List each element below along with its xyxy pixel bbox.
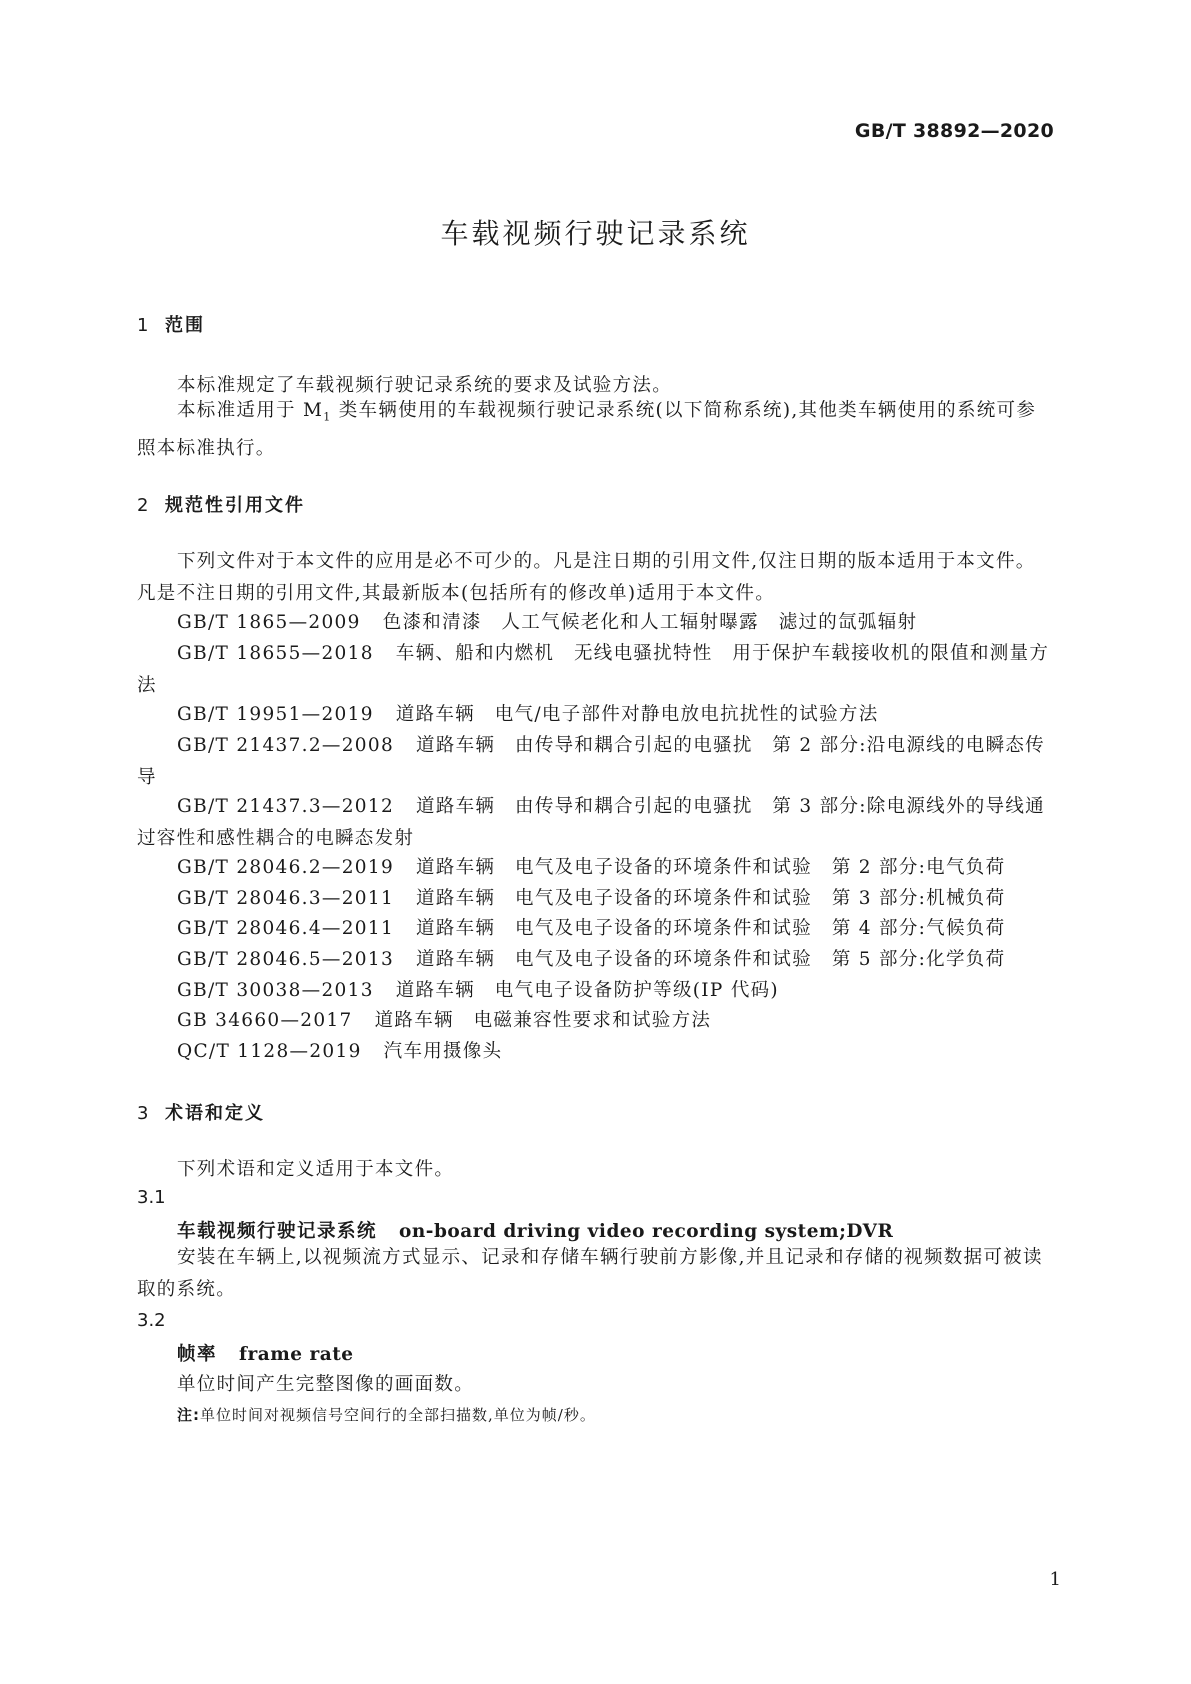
reference-title: 道路车辆 由传导和耦合引起的电骚扰 第 3 部分:除电源线外的导线通过容性和感性耦合的电瞬态发射 <box>137 796 1045 849</box>
term-english: on-board driving video recording system;DVR <box>399 1221 894 1242</box>
reference-item <box>137 1036 1053 1068</box>
reference-item <box>137 852 1053 884</box>
term-chinese: 帧率 <box>177 1344 218 1365</box>
term-definition: 单位时间产生完整图像的画面数。 <box>177 1374 475 1395</box>
reference-code: QC/T 1128—2019 <box>177 1041 362 1062</box>
note-label: 注: <box>177 1406 200 1424</box>
reference-code: GB/T 28046.5—2013 <box>177 949 395 970</box>
vehicle-class-subscript: 1 <box>323 410 332 424</box>
reference-title: 道路车辆 电气及电子设备的环境条件和试验 第 3 部分:机械负荷 <box>416 888 1006 909</box>
reference-item <box>137 944 1053 976</box>
term-definition: 安装在车辆上,以视频流方式显示、记录和存储车辆行驶前方影像,并且记录和存储的视频数据可被读取的系统。 <box>137 1247 1043 1300</box>
clause-number: 3.2 <box>137 1310 166 1331</box>
reference-item <box>137 913 1053 945</box>
reference-code: GB/T 28046.2—2019 <box>177 857 395 878</box>
reference-title: 道路车辆 电磁兼容性要求和试验方法 <box>374 1010 712 1031</box>
term-chinese: 车载视频行驶记录系统 <box>177 1221 378 1242</box>
references-intro: 下列文件对于本文件的应用是必不可少的。凡是注日期的引用文件,仅注日期的版本适用于本文件。凡是不注日期的引用文件,其最新版本(包括所有的修改单)适用于本文件。 <box>137 551 1036 604</box>
reference-code: GB/T 21437.2—2008 <box>177 735 395 756</box>
reference-item <box>137 699 1053 731</box>
reference-code: GB/T 28046.3—2011 <box>177 888 395 909</box>
page-number: 1 <box>1049 1569 1061 1590</box>
reference-code: GB/T 18655—2018 <box>177 643 374 664</box>
reference-code: GB/T 1865—2009 <box>177 612 361 633</box>
reference-title: 道路车辆 电气电子设备防护等级(IP 代码) <box>395 980 779 1001</box>
scope-text-after: 类车辆使用的车载视频行驶记录系统(以下简称系统),其他类车辆使用的系统可参照本标准执行。 <box>137 400 1037 460</box>
scope-text-before: 本标准适用于 M <box>177 400 324 421</box>
reference-code: GB/T 19951—2019 <box>177 704 374 725</box>
reference-title: 道路车辆 电气及电子设备的环境条件和试验 第 5 部分:化学负荷 <box>416 949 1006 970</box>
section-title: 范围 <box>165 315 205 336</box>
section-2-heading <box>137 491 305 517</box>
term-english: frame rate <box>239 1344 354 1365</box>
reference-title: 色漆和清漆 人工气候老化和人工辐射曝露 滤过的氙弧辐射 <box>382 612 918 633</box>
reference-item <box>137 730 1053 793</box>
reference-item <box>137 791 1053 854</box>
reference-code: GB/T 28046.4—2011 <box>177 918 395 939</box>
section-1-heading <box>137 311 205 337</box>
standard-number: GB/T 38892—2020 <box>854 120 1054 142</box>
terms-intro: 下列术语和定义适用于本文件。 <box>177 1159 455 1180</box>
reference-code: GB/T 21437.3—2012 <box>177 796 395 817</box>
section-title: 术语和定义 <box>165 1103 265 1124</box>
reference-item <box>137 883 1053 915</box>
reference-title: 道路车辆 电气及电子设备的环境条件和试验 第 2 部分:电气负荷 <box>416 857 1006 878</box>
reference-item <box>137 975 1053 1007</box>
section-3-heading <box>137 1099 265 1125</box>
document-title: 车载视频行驶记录系统 <box>440 217 751 250</box>
term-entry <box>177 1217 893 1243</box>
reference-item <box>137 1005 1053 1037</box>
section-title: 规范性引用文件 <box>165 495 305 516</box>
section-number: 2 <box>137 495 149 516</box>
reference-code: GB/T 30038—2013 <box>177 980 374 1001</box>
reference-title: 车辆、船和内燃机 无线电骚扰特性 用于保护车载接收机的限值和测量方法 <box>137 643 1050 696</box>
term-note <box>177 1404 596 1425</box>
scope-paragraph-1: 本标准规定了车载视频行驶记录系统的要求及试验方法。 <box>177 375 673 396</box>
reference-title: 道路车辆 由传导和耦合引起的电骚扰 第 2 部分:沿电源线的电瞬态传导 <box>137 735 1045 788</box>
clause-number: 3.1 <box>137 1187 166 1208</box>
reference-code: GB 34660—2017 <box>177 1010 353 1031</box>
section-number: 1 <box>137 315 149 336</box>
scope-paragraph-2 <box>137 395 1053 465</box>
note-text: 单位时间对视频信号空间行的全部扫描数,单位为帧/秒。 <box>200 1406 596 1424</box>
section-number: 3 <box>137 1103 149 1124</box>
reference-title: 汽车用摄像头 <box>383 1041 503 1062</box>
reference-title: 道路车辆 电气及电子设备的环境条件和试验 第 4 部分:气候负荷 <box>416 918 1006 939</box>
reference-title: 道路车辆 电气/电子部件对静电放电抗扰性的试验方法 <box>395 704 879 725</box>
term-entry <box>177 1340 354 1366</box>
reference-item <box>137 607 1053 639</box>
reference-item <box>137 638 1053 701</box>
